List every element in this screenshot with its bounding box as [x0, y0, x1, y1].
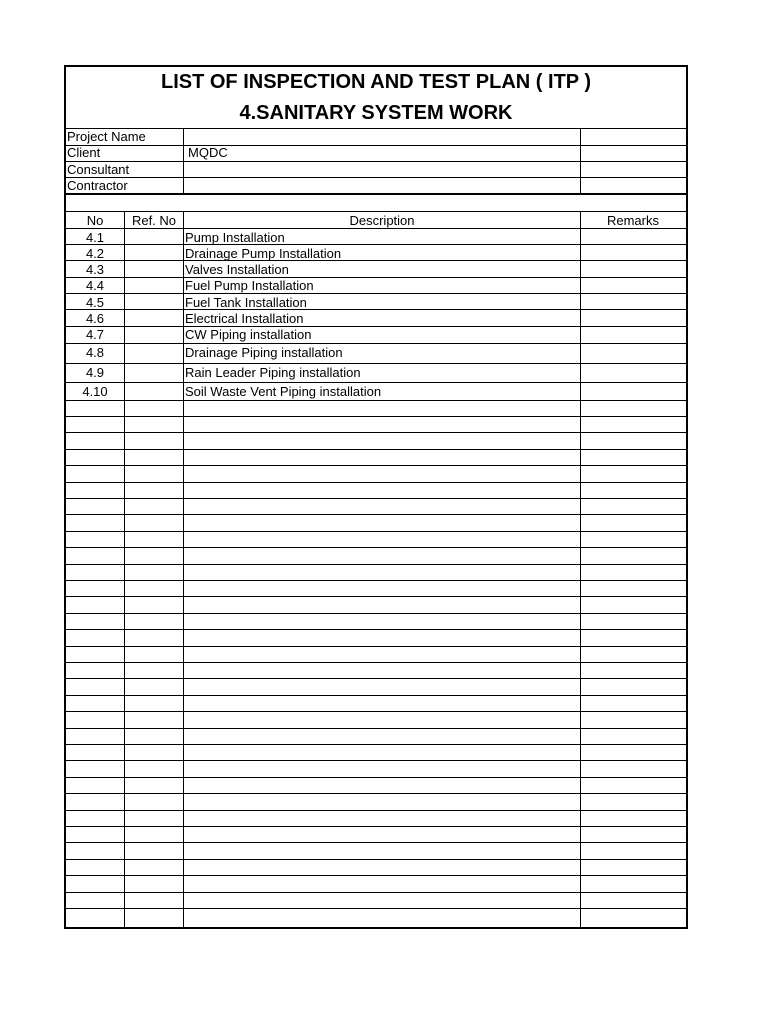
grid-horizontal-line — [66, 482, 686, 483]
header-ref-no: Ref. No — [131, 213, 177, 228]
grid-horizontal-line — [66, 842, 686, 843]
grid-horizontal-line — [66, 432, 686, 433]
grid-horizontal-line — [66, 564, 686, 565]
grid-horizontal-line — [66, 728, 686, 729]
grid-horizontal-line — [66, 260, 686, 261]
grid-horizontal-line — [66, 343, 686, 344]
row-no: 4.9 — [85, 365, 105, 380]
grid-horizontal-line — [66, 908, 686, 909]
header-remarks: Remarks — [606, 213, 659, 228]
grid-vertical-line — [580, 128, 581, 193]
grid-horizontal-line — [66, 875, 686, 876]
grid-horizontal-line — [66, 810, 686, 811]
grid-horizontal-line — [66, 244, 686, 245]
contractor-label: Contractor — [67, 178, 128, 193]
row-description: Rain Leader Piping installation — [185, 365, 361, 380]
grid-horizontal-line — [66, 892, 686, 893]
grid-horizontal-line — [66, 193, 686, 195]
row-no: 4.10 — [82, 384, 108, 399]
grid-horizontal-line — [66, 416, 686, 417]
grid-horizontal-line — [66, 859, 686, 860]
grid-horizontal-line — [66, 695, 686, 696]
row-no: 4.1 — [85, 230, 105, 245]
grid-horizontal-line — [66, 662, 686, 663]
row-description: Valves Installation — [185, 262, 289, 277]
grid-horizontal-line — [66, 449, 686, 450]
grid-vertical-line — [183, 128, 184, 193]
grid-horizontal-line — [66, 293, 686, 294]
row-no: 4.8 — [85, 345, 105, 360]
grid-vertical-line — [124, 211, 125, 929]
grid-horizontal-line — [66, 760, 686, 761]
row-no: 4.3 — [85, 262, 105, 277]
grid-horizontal-line — [66, 382, 686, 383]
grid-horizontal-line — [66, 498, 686, 499]
row-description: CW Piping installation — [185, 327, 312, 342]
grid-horizontal-line — [66, 326, 686, 327]
grid-horizontal-line — [66, 211, 686, 212]
grid-horizontal-line — [66, 777, 686, 778]
document-title: LIST OF INSPECTION AND TEST PLAN ( ITP ) — [160, 71, 591, 93]
row-description: Fuel Pump Installation — [185, 278, 314, 293]
row-no: 4.4 — [85, 278, 105, 293]
row-no: 4.2 — [85, 246, 105, 261]
grid-horizontal-line — [66, 228, 686, 229]
grid-horizontal-line — [66, 177, 686, 178]
grid-horizontal-line — [66, 309, 686, 310]
grid-horizontal-line — [66, 580, 686, 581]
header-description: Description — [349, 213, 415, 228]
grid-horizontal-line — [66, 646, 686, 647]
grid-horizontal-line — [66, 161, 686, 162]
grid-horizontal-line — [66, 145, 686, 146]
grid-horizontal-line — [66, 128, 686, 129]
row-description: Electrical Installation — [185, 311, 304, 326]
row-description: Drainage Piping installation — [185, 345, 343, 360]
row-no: 4.5 — [85, 295, 105, 310]
header-no: No — [86, 213, 104, 228]
grid-horizontal-line — [66, 744, 686, 745]
row-description: Pump Installation — [185, 230, 285, 245]
grid-horizontal-line — [66, 400, 686, 401]
grid-horizontal-line — [66, 465, 686, 466]
grid-horizontal-line — [66, 596, 686, 597]
client-label: Client — [67, 145, 101, 160]
grid-horizontal-line — [66, 793, 686, 794]
grid-vertical-line — [183, 211, 184, 929]
row-no: 4.7 — [85, 327, 105, 342]
grid-horizontal-line — [66, 547, 686, 548]
client-value: MQDC — [188, 145, 228, 160]
grid-horizontal-line — [66, 514, 686, 515]
itp-sheet — [64, 65, 688, 929]
grid-horizontal-line — [66, 678, 686, 679]
project-name-label: Project Name — [67, 129, 146, 144]
grid-horizontal-line — [66, 277, 686, 278]
grid-horizontal-line — [66, 363, 686, 364]
grid-horizontal-line — [66, 826, 686, 827]
grid-vertical-line — [580, 211, 581, 929]
grid-horizontal-line — [66, 613, 686, 614]
document-subtitle: 4.SANITARY SYSTEM WORK — [239, 102, 513, 124]
grid-horizontal-line — [66, 531, 686, 532]
consultant-label: Consultant — [67, 162, 130, 177]
row-description: Fuel Tank Installation — [185, 295, 307, 310]
row-description: Drainage Pump Installation — [185, 246, 342, 261]
row-no: 4.6 — [85, 311, 105, 326]
row-description: Soil Waste Vent Piping installation — [185, 384, 382, 399]
grid-horizontal-line — [66, 629, 686, 630]
grid-horizontal-line — [66, 711, 686, 712]
